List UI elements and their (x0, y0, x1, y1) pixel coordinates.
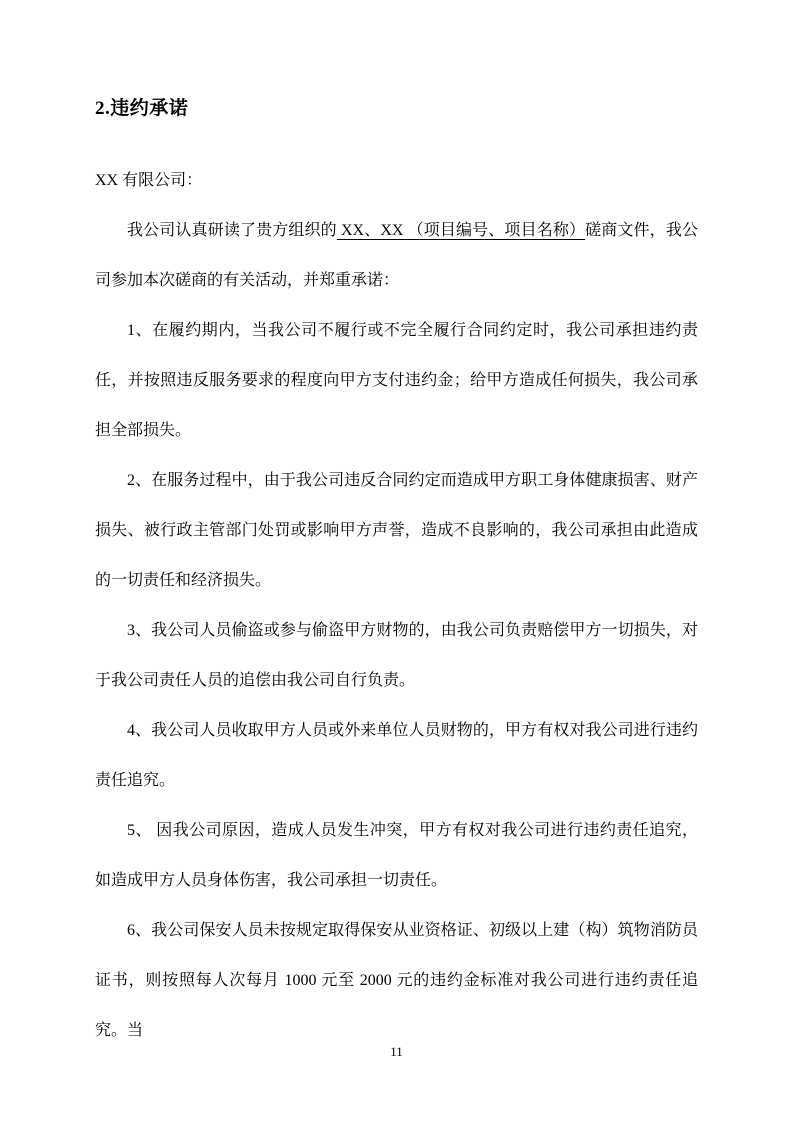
document-content (95, 96, 698, 1056)
project-blank-underlined: XX、XX （项目编号、项目名称） (336, 222, 586, 239)
page-number: 11 (390, 1044, 403, 1059)
intro-paragraph (95, 206, 698, 306)
clause-paragraph-5: 5、 因我公司原因，造成人员发生冲突，甲方有权对我公司进行违约责任追究，如造成甲方人员身体伤害，我公司承担一切责任。 (95, 822, 698, 889)
salutation-line: XX 有限公司： (95, 172, 203, 189)
clause-paragraph-6: 6、我公司保安人员未按规定取得保安从业资格证、初级以上建（构）筑物消防员证书，则按照每人次每月 1000 元至 2000 元的违约金标准对我公司进行违约责任追究。当 (95, 922, 698, 1039)
clause-paragraph-3: 3、我公司人员偷盗或参与偷盗甲方财物的，由我公司负责赔偿甲方一切损失，对于我公司责任人员的追偿由我公司自行负责。 (95, 622, 698, 689)
intro-text-post: 磋商文件，我公司参加本次磋商的有关活动，并郑重承诺： (95, 222, 698, 289)
clause-paragraph-4: 4、我公司人员收取甲方人员或外来单位人员财物的，甲方有权对我公司进行违约责任追究。 (95, 722, 698, 789)
clause-paragraph-1: 1、在履约期内，当我公司不履行或不完全履行合同约定时，我公司承担违约责任，并按照违反服务要求的程度向甲方支付违约金；给甲方造成任何损失，我公司承担全部损失。 (95, 322, 698, 439)
clause-paragraph-2: 2、在服务过程中，由于我公司违反合同约定而造成甲方职工身体健康损害、财产损失、被行政主管部门处罚或影响甲方声誉，造成不良影响的，我公司承担由此造成的一切责任和经济损失。 (95, 472, 698, 589)
intro-text-pre: 我公司认真研读了贵方组织的 (127, 222, 337, 239)
section-heading: 2.违约承诺 (95, 98, 189, 119)
